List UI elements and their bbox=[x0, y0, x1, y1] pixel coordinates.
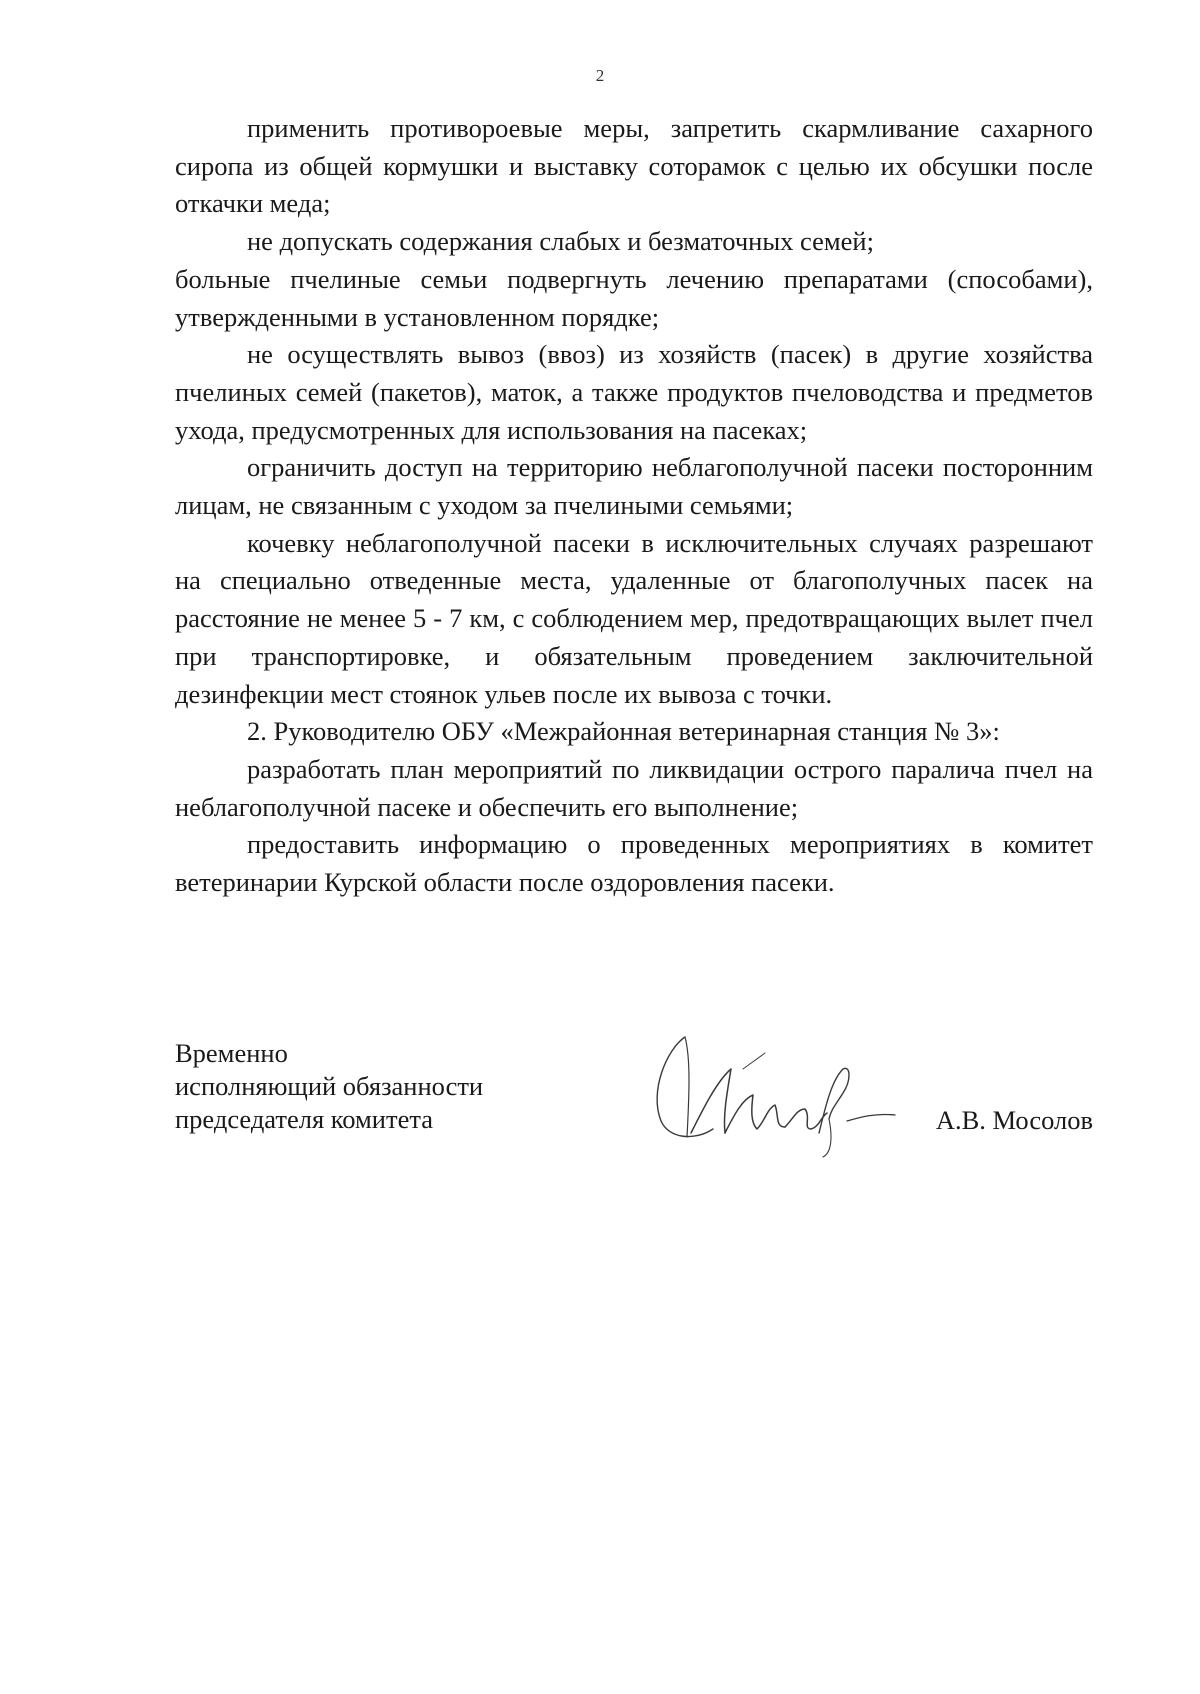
signature-block bbox=[175, 1037, 1093, 1167]
paragraph-access-restriction: ограничить доступ на территорию неблагополучной пасеки посторонним лицам, не связанным с уходом за пчелиными семьями; bbox=[175, 452, 1093, 521]
paragraph-antiswarm-measures: применить противороевые меры, запретить скармливание сахарного сиропа из общей кормушки и выставку соторамок с целью их обсушки после откачки меда; bbox=[175, 113, 1093, 219]
paragraph-relocation: кочевку неблагополучной пасеки в исключительных случаях разрешают на специально отведенные места, удаленные от благополучных пасек на расстояние не менее 5 - 7 км, с соблюдением мер, предотвращающих вылет пчел при транспортировке, и обязательным проведением заключительной дезинфекции мест стоянок ульев после их вывоза с точки. bbox=[175, 527, 1093, 709]
paragraph-action-plan: разработать план мероприятий по ликвидации острого паралича пчел на неблагополучной пасеке и обеспечить его выполнение; bbox=[175, 753, 1093, 822]
signatory-position-line: председателя комитета bbox=[175, 1104, 433, 1134]
paragraph-report: предоставить информацию о проведенных мероприятиях в комитет ветеринарии Курской области после оздоровления пасеки. bbox=[175, 829, 1093, 898]
handwritten-signature bbox=[647, 1029, 897, 1159]
paragraph-transport-ban: не осуществлять вывоз (ввоз) из хозяйств (пасек) в другие хозяйства пчелиных семей (пакетов), маток, а также продуктов пчеловодства и предметов ухода, предусмотренных для использования на пасеках; bbox=[175, 339, 1093, 445]
signatory-position-line: исполняющий обязанности bbox=[175, 1071, 484, 1101]
paragraph-item-2-heading: 2. Руководителю ОБУ «Межрайонная ветеринарная станция № 3»: bbox=[247, 716, 1000, 747]
paragraph-weak-colonies: не допускать содержания слабых и безматочных семей; bbox=[247, 226, 874, 257]
signatory-position bbox=[175, 1037, 483, 1136]
signatory-name: А.В. Мосолов bbox=[935, 1105, 1093, 1135]
signatory-position-line: Временно bbox=[175, 1038, 288, 1068]
page-number: 2 bbox=[595, 66, 605, 85]
document-body bbox=[175, 110, 1093, 902]
paragraph-treatment: больные пчелиные семьи подвергнуть лечению препаратами (способами), утвержденными в установленном порядке; bbox=[175, 263, 1093, 332]
